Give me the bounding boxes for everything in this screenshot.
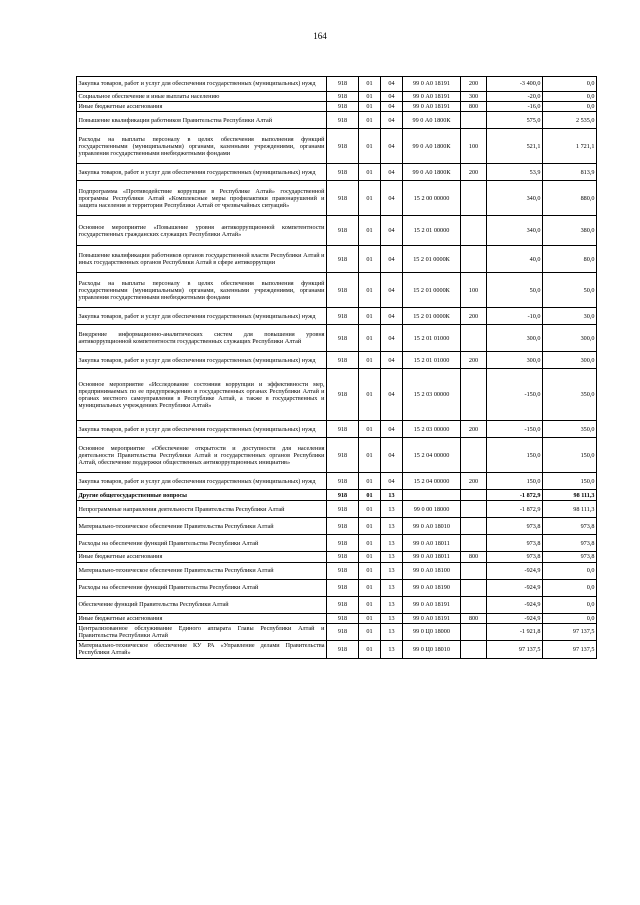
row-ministry-code: 918 xyxy=(327,421,359,438)
row-subsection: 04 xyxy=(381,77,403,92)
row-section: 01 xyxy=(359,164,381,181)
row-expense-type xyxy=(461,369,487,421)
row-name: Социальное обеспечение и иные выплаты населению xyxy=(77,92,327,102)
table-row xyxy=(77,352,597,369)
row-subsection: 04 xyxy=(381,325,403,352)
row-subsection: 04 xyxy=(381,246,403,273)
row-section: 01 xyxy=(359,596,381,613)
row-amount-1: 40,0 xyxy=(487,246,543,273)
row-amount-1: 97 137,5 xyxy=(487,641,543,658)
row-name: Иные бюджетные ассигнования xyxy=(77,552,327,562)
row-subsection: 04 xyxy=(381,352,403,369)
table-row xyxy=(77,216,597,246)
row-section: 01 xyxy=(359,552,381,562)
row-name: Непрограммные направления деятельности Правительства Республики Алтай xyxy=(77,501,327,518)
row-amount-1: -1 872,9 xyxy=(487,490,543,501)
row-section: 01 xyxy=(359,325,381,352)
row-amount-2: 973,8 xyxy=(543,535,597,552)
row-expense-type xyxy=(461,216,487,246)
row-ministry-code: 918 xyxy=(327,641,359,658)
row-amount-2: 0,0 xyxy=(543,562,597,579)
row-section: 01 xyxy=(359,501,381,518)
row-subsection: 04 xyxy=(381,181,403,216)
row-amount-2: 350,0 xyxy=(543,421,597,438)
row-amount-2: 97 137,5 xyxy=(543,623,597,640)
row-name: Закупка товаров, работ и услуг для обеспечения государственных (муниципальных) нужд xyxy=(77,473,327,490)
row-amount-1: -150,0 xyxy=(487,369,543,421)
row-amount-1: -1 921,8 xyxy=(487,623,543,640)
row-amount-2: 380,0 xyxy=(543,216,597,246)
table-row xyxy=(77,77,597,92)
row-target-article: 99 0 А0 18191 xyxy=(403,92,461,102)
row-target-article: 99 0 А0 1800К xyxy=(403,129,461,164)
row-subsection: 04 xyxy=(381,164,403,181)
row-ministry-code: 918 xyxy=(327,246,359,273)
row-subsection: 13 xyxy=(381,518,403,535)
table-row xyxy=(77,623,597,640)
row-subsection: 13 xyxy=(381,501,403,518)
row-subsection: 04 xyxy=(381,421,403,438)
row-ministry-code: 918 xyxy=(327,562,359,579)
table-row xyxy=(77,596,597,613)
row-target-article: 99 0 А0 18100 xyxy=(403,562,461,579)
row-section: 01 xyxy=(359,273,381,308)
row-target-article: 15 2 04 00000 xyxy=(403,438,461,473)
row-name: Расходы на выплаты персоналу в целях обеспечения выполнения функций государственными (муниципальными) органами, казенными учреждениями, органами управления государственными внебюджетными фондами xyxy=(77,273,327,308)
row-target-article: 15 2 01 01000 xyxy=(403,325,461,352)
row-amount-1: 340,0 xyxy=(487,181,543,216)
row-amount-2: 50,0 xyxy=(543,273,597,308)
row-ministry-code: 918 xyxy=(327,501,359,518)
table-row xyxy=(77,164,597,181)
row-target-article: 99 0 А0 18011 xyxy=(403,535,461,552)
row-amount-1: -924,9 xyxy=(487,562,543,579)
row-amount-2: 0,0 xyxy=(543,77,597,92)
row-amount-1: -20,0 xyxy=(487,92,543,102)
row-name: Материально-техническое обеспечение Правительства Республики Алтай xyxy=(77,518,327,535)
row-expense-type xyxy=(461,562,487,579)
row-target-article: 99 0 Ц0 18010 xyxy=(403,641,461,658)
row-name: Расходы на обеспечение функций Правительства Республики Алтай xyxy=(77,579,327,596)
row-ministry-code: 918 xyxy=(327,164,359,181)
row-amount-2: 0,0 xyxy=(543,613,597,623)
row-amount-2: 1 721,1 xyxy=(543,129,597,164)
row-subsection: 13 xyxy=(381,535,403,552)
table-row xyxy=(77,325,597,352)
row-expense-type: 800 xyxy=(461,102,487,112)
row-target-article: 15 2 04 00000 xyxy=(403,473,461,490)
row-amount-1: 53,9 xyxy=(487,164,543,181)
row-amount-2: 80,0 xyxy=(543,246,597,273)
row-amount-1: 973,8 xyxy=(487,518,543,535)
row-subsection: 04 xyxy=(381,102,403,112)
row-subsection: 13 xyxy=(381,562,403,579)
row-expense-type xyxy=(461,438,487,473)
table-row xyxy=(77,112,597,129)
row-subsection: 13 xyxy=(381,596,403,613)
row-target-article: 15 2 00 00000 xyxy=(403,181,461,216)
row-section: 01 xyxy=(359,246,381,273)
row-section: 01 xyxy=(359,129,381,164)
table-row xyxy=(77,641,597,658)
row-expense-type xyxy=(461,641,487,658)
row-ministry-code: 918 xyxy=(327,613,359,623)
row-amount-1: -924,9 xyxy=(487,596,543,613)
row-ministry-code: 918 xyxy=(327,369,359,421)
table-row xyxy=(77,613,597,623)
row-ministry-code: 918 xyxy=(327,77,359,92)
row-expense-type: 300 xyxy=(461,92,487,102)
row-amount-2: 0,0 xyxy=(543,102,597,112)
row-expense-type xyxy=(461,518,487,535)
row-amount-1: -3 400,0 xyxy=(487,77,543,92)
row-section: 01 xyxy=(359,77,381,92)
row-ministry-code: 918 xyxy=(327,92,359,102)
row-amount-1: 150,0 xyxy=(487,473,543,490)
row-ministry-code: 918 xyxy=(327,325,359,352)
row-ministry-code: 918 xyxy=(327,102,359,112)
row-ministry-code: 918 xyxy=(327,596,359,613)
row-section: 01 xyxy=(359,421,381,438)
row-name: Закупка товаров, работ и услуг для обеспечения государственных (муниципальных) нужд xyxy=(77,352,327,369)
row-amount-2: 300,0 xyxy=(543,352,597,369)
table-row xyxy=(77,438,597,473)
row-expense-type: 200 xyxy=(461,164,487,181)
table-row xyxy=(77,518,597,535)
row-section: 01 xyxy=(359,308,381,325)
row-ministry-code: 918 xyxy=(327,579,359,596)
row-amount-2: 97 137,5 xyxy=(543,641,597,658)
row-name: Обеспечение функций Правительства Республики Алтай xyxy=(77,596,327,613)
row-section: 01 xyxy=(359,518,381,535)
row-name: Централизованное обслуживание Единого аппарата Главы Республики Алтай и Правительства Республики Алтай xyxy=(78,624,325,640)
row-section: 01 xyxy=(359,438,381,473)
row-target-article: 15 2 03 00000 xyxy=(403,369,461,421)
row-target-article: 99 0 00 18000 xyxy=(403,501,461,518)
row-amount-2: 350,0 xyxy=(543,369,597,421)
row-name: Закупка товаров, работ и услуг для обеспечения государственных (муниципальных) нужд xyxy=(77,421,327,438)
row-amount-2: 813,9 xyxy=(543,164,597,181)
row-target-article xyxy=(403,490,461,501)
row-section: 01 xyxy=(359,535,381,552)
row-name: Закупка товаров, работ и услуг для обеспечения государственных (муниципальных) нужд xyxy=(77,164,327,181)
table-row xyxy=(77,308,597,325)
row-section: 01 xyxy=(359,216,381,246)
row-amount-2: 150,0 xyxy=(543,438,597,473)
row-amount-1: -10,0 xyxy=(487,308,543,325)
row-target-article: 99 0 А0 18191 xyxy=(403,77,461,92)
row-ministry-code: 918 xyxy=(327,273,359,308)
row-target-article: 15 2 01 0000К xyxy=(403,273,461,308)
table-row xyxy=(77,562,597,579)
row-subsection: 04 xyxy=(381,112,403,129)
row-section: 01 xyxy=(359,613,381,623)
row-expense-type: 200 xyxy=(461,308,487,325)
table-row xyxy=(77,535,597,552)
row-expense-type: 200 xyxy=(461,421,487,438)
row-target-article: 99 0 А0 18191 xyxy=(403,102,461,112)
row-subsection: 04 xyxy=(381,92,403,102)
row-amount-1: 340,0 xyxy=(487,216,543,246)
table-row xyxy=(77,421,597,438)
row-name: Материально-техническое обеспечение КУ РА «Управление делами Правительства Республики Алтай» xyxy=(78,642,325,657)
row-section: 01 xyxy=(359,490,381,501)
row-name: Повышение квалификации работников органов государственной власти Республики Алтай и иных государственных органов Республики Алтай в сфере антикоррупции xyxy=(77,246,327,273)
row-subsection: 13 xyxy=(381,613,403,623)
row-amount-1: 300,0 xyxy=(487,325,543,352)
table-row xyxy=(77,181,597,216)
row-amount-2: 0,0 xyxy=(543,596,597,613)
row-section: 01 xyxy=(359,181,381,216)
row-amount-2: 973,8 xyxy=(543,552,597,562)
row-target-article: 99 0 А0 1800К xyxy=(403,164,461,181)
table-row xyxy=(77,92,597,102)
row-name: Расходы на выплаты персоналу в целях обеспечения выполнения функций государственными (муниципальными) органами, казенными учреждениями, органами управления государственными внебюджетными фондами xyxy=(77,129,327,164)
row-subsection: 04 xyxy=(381,438,403,473)
row-section: 01 xyxy=(359,352,381,369)
row-amount-2: 30,0 xyxy=(543,308,597,325)
row-expense-type xyxy=(461,623,487,640)
row-amount-1: -16,0 xyxy=(487,102,543,112)
row-target-article: 15 2 01 01000 xyxy=(403,352,461,369)
row-section: 01 xyxy=(359,562,381,579)
row-section: 01 xyxy=(359,641,381,658)
row-name: Внедрение информационно-аналитических систем для повышения уровня антикоррупционной компетентности государственных служащих Республики Алтай xyxy=(77,325,327,352)
row-amount-2: 150,0 xyxy=(543,473,597,490)
table-row xyxy=(77,369,597,421)
row-amount-1: 300,0 xyxy=(487,352,543,369)
row-name: Подпрограмма «Противодействие коррупции в Республике Алтай» государственной программы Республики Алтай «Комплексные меры профилактики правонарушений и защита населения и территории Республики Алтай от чрезвычайных ситуаций» xyxy=(77,181,327,216)
row-name: Основное мероприятие «Исследование состояния коррупции и эффективности мер, предпринимаемых по ее предупреждению в государственных органах Республики Алтай и органах местного самоуправления в Республике Алтай, а также в государственных и муниципальных учреждениях Республики Алтай» xyxy=(77,369,327,421)
row-target-article: 15 2 01 0000К xyxy=(403,246,461,273)
page-number: 164 xyxy=(313,31,327,41)
row-subsection: 13 xyxy=(381,623,403,640)
row-ministry-code: 918 xyxy=(327,129,359,164)
table-row xyxy=(77,552,597,562)
row-expense-type: 200 xyxy=(461,352,487,369)
row-expense-type: 200 xyxy=(461,77,487,92)
row-amount-2: 98 111,3 xyxy=(543,490,597,501)
row-ministry-code: 918 xyxy=(327,490,359,501)
row-ministry-code: 918 xyxy=(327,552,359,562)
row-amount-1: 50,0 xyxy=(487,273,543,308)
row-expense-type xyxy=(461,325,487,352)
row-expense-type: 800 xyxy=(461,613,487,623)
row-amount-1: 150,0 xyxy=(487,438,543,473)
row-amount-1: 973,8 xyxy=(487,552,543,562)
row-name: Иные бюджетные ассигнования xyxy=(77,102,327,112)
row-ministry-code: 918 xyxy=(327,623,359,640)
row-amount-2: 2 535,0 xyxy=(543,112,597,129)
row-ministry-code: 918 xyxy=(327,438,359,473)
row-amount-1: -150,0 xyxy=(487,421,543,438)
row-section: 01 xyxy=(359,579,381,596)
row-amount-2: 973,8 xyxy=(543,518,597,535)
row-amount-1: -924,9 xyxy=(487,613,543,623)
row-amount-2: 880,0 xyxy=(543,181,597,216)
row-expense-type xyxy=(461,181,487,216)
row-target-article: 15 2 01 0000К xyxy=(403,308,461,325)
row-expense-type xyxy=(461,246,487,273)
row-name: Расходы на обеспечение функций Правительства Республики Алтай xyxy=(77,535,327,552)
row-subsection: 13 xyxy=(381,552,403,562)
row-ministry-code: 918 xyxy=(327,535,359,552)
table-row xyxy=(77,102,597,112)
row-section: 01 xyxy=(359,623,381,640)
table-row xyxy=(77,246,597,273)
row-amount-2: 300,0 xyxy=(543,325,597,352)
row-expense-type xyxy=(461,112,487,129)
row-expense-type xyxy=(461,501,487,518)
row-expense-type xyxy=(461,596,487,613)
row-expense-type xyxy=(461,535,487,552)
row-target-article: 99 0 А0 1800К xyxy=(403,112,461,129)
row-amount-1: 521,1 xyxy=(487,129,543,164)
row-name: Основное мероприятие «Повышение уровня антикоррупционной компетентности государственных гражданских служащих Республики Алтай» xyxy=(77,216,327,246)
row-expense-type: 200 xyxy=(461,473,487,490)
row-ministry-code: 918 xyxy=(327,216,359,246)
row-section: 01 xyxy=(359,92,381,102)
row-subsection: 13 xyxy=(381,579,403,596)
row-name: Закупка товаров, работ и услуг для обеспечения государственных (муниципальных) нужд xyxy=(77,308,327,325)
budget-table-body xyxy=(77,77,597,659)
table-row xyxy=(77,273,597,308)
table-row xyxy=(77,579,597,596)
row-expense-type: 100 xyxy=(461,273,487,308)
row-target-article: 15 2 01 00000 xyxy=(403,216,461,246)
row-ministry-code: 918 xyxy=(327,473,359,490)
row-ministry-code: 918 xyxy=(327,352,359,369)
row-subsection: 04 xyxy=(381,369,403,421)
row-amount-2: 0,0 xyxy=(543,92,597,102)
budget-table xyxy=(76,76,597,659)
row-subsection: 04 xyxy=(381,216,403,246)
row-amount-2: 98 111,3 xyxy=(543,501,597,518)
row-name: Основное мероприятие «Обеспечение открытости и доступности для населения деятельности Правительства Республики Алтай и государственных органов Республики Алтай, обеспечение поддержки общественных антикоррупционных инициатив» xyxy=(77,438,327,473)
row-amount-1: 973,8 xyxy=(487,535,543,552)
row-name: Материально-техническое обеспечение Правительства Республики Алтай xyxy=(77,562,327,579)
row-subsection: 04 xyxy=(381,129,403,164)
row-amount-1: 575,0 xyxy=(487,112,543,129)
row-target-article: 99 0 А0 18010 xyxy=(403,518,461,535)
row-ministry-code: 918 xyxy=(327,112,359,129)
row-amount-2: 0,0 xyxy=(543,579,597,596)
row-subsection: 04 xyxy=(381,473,403,490)
table-row xyxy=(77,501,597,518)
row-subsection: 04 xyxy=(381,308,403,325)
row-name: Повышение квалификации работников Правительства Республики Алтай xyxy=(77,112,327,129)
row-subsection: 04 xyxy=(381,273,403,308)
row-expense-type xyxy=(461,490,487,501)
table-row xyxy=(77,129,597,164)
row-ministry-code: 918 xyxy=(327,308,359,325)
table-row xyxy=(77,490,597,501)
row-expense-type: 100 xyxy=(461,129,487,164)
row-section: 01 xyxy=(359,102,381,112)
row-name: Другие общегосударственные вопросы xyxy=(77,490,327,501)
row-amount-1: -1 872,9 xyxy=(487,501,543,518)
row-ministry-code: 918 xyxy=(327,181,359,216)
table-row xyxy=(77,473,597,490)
row-section: 01 xyxy=(359,369,381,421)
row-amount-1: -924,9 xyxy=(487,579,543,596)
row-name: Закупка товаров, работ и услуг для обеспечения государственных (муниципальных) нужд xyxy=(77,77,327,92)
row-ministry-code: 918 xyxy=(327,518,359,535)
row-target-article: 99 0 А0 18011 xyxy=(403,552,461,562)
row-expense-type xyxy=(461,579,487,596)
row-target-article: 15 2 03 00000 xyxy=(403,421,461,438)
row-name: Иные бюджетные ассигнования xyxy=(77,613,327,623)
row-expense-type: 800 xyxy=(461,552,487,562)
row-target-article: 99 0 Ц0 18000 xyxy=(403,623,461,640)
row-section: 01 xyxy=(359,112,381,129)
row-target-article: 99 0 А0 18191 xyxy=(403,596,461,613)
row-target-article: 99 0 А0 18190 xyxy=(403,579,461,596)
row-subsection: 13 xyxy=(381,490,403,501)
row-target-article: 99 0 А0 18191 xyxy=(403,613,461,623)
row-section: 01 xyxy=(359,473,381,490)
row-subsection: 13 xyxy=(381,641,403,658)
